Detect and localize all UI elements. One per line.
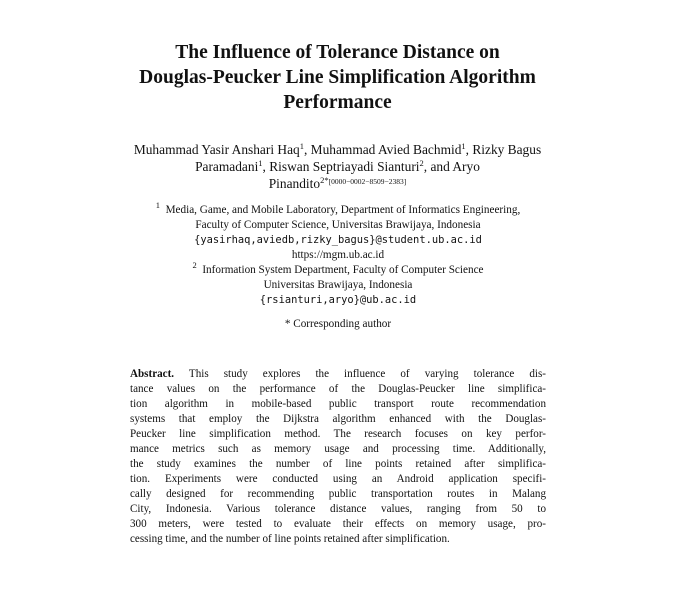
title-line: Douglas-Peucker Line Simplification Algorithm (139, 67, 536, 88)
affiliation-text: Information System Department, Faculty of Computer Science (202, 264, 484, 276)
orcid-id[interactable]: [0000−0002−8509−2383] (328, 177, 407, 186)
affiliation-line: Faculty of Computer Science, Universitas Brawijaya, Indonesia (195, 219, 481, 231)
affiliation-marker: 1 (461, 141, 466, 151)
paper-title (60, 40, 615, 115)
abstract-line: Peucker line simplification method. The research focuses on key perfor- (130, 428, 546, 440)
affiliation-line (98, 260, 578, 278)
title-line: The Influence of Tolerance Distance on (175, 42, 500, 63)
abstract-line: 300 meters, were tested to evaluate their effects on memory usage, pro- (130, 518, 546, 530)
corresponding-author-note: * Corresponding author (284, 318, 392, 330)
author-name: , Riswan Septriayadi Sianturi (262, 159, 420, 174)
affiliation-number: 1 (155, 200, 160, 210)
author-line (90, 158, 585, 175)
affiliation-line (98, 200, 578, 218)
author-name: , Muhammad Avied Bachmid (303, 142, 462, 157)
abstract-line: cally designed for recommending public transportation routes in Malang (130, 488, 546, 500)
author-name: Paramadani (195, 159, 259, 174)
author-name: , and Aryo (423, 159, 480, 174)
affiliation-marker: 1 (258, 158, 263, 168)
abstract-line: the study examines the number of line points retained after simplifica- (130, 458, 546, 470)
title-line: Performance (283, 92, 392, 113)
affiliation-number: 2 (192, 260, 197, 270)
author-name: Muhammad Yasir Anshari Haq (133, 142, 300, 157)
abstract-text: This study explores the influence of varying tolerance dis- (188, 368, 546, 380)
author-line (90, 175, 585, 192)
author-line (90, 141, 585, 158)
abstract-line (130, 367, 546, 382)
abstract (130, 367, 546, 547)
affiliation-marker: 1 (299, 141, 304, 151)
abstract-line: systems that employ the Dijkstra algorithm enhanced with the Douglas- (130, 413, 546, 425)
author-name: , Rizky Bagus (465, 142, 542, 157)
affiliations (98, 200, 578, 308)
affiliation-marker: 2 (419, 158, 424, 168)
affiliation-email[interactable]: {rsianturi,aryo}@ub.ac.id (259, 294, 417, 306)
affiliation-text: Media, Game, and Mobile Laboratory, Department of Informatics Engineering, (165, 204, 521, 216)
author-name: Pinandito (268, 176, 321, 191)
abstract-line: tance values on the performance of the Douglas-Peucker line simplifica- (130, 383, 546, 395)
abstract-line: tion algorithm in mobile-based public transport route recommendation (130, 398, 546, 410)
affiliation-marker: 2* (320, 175, 329, 185)
abstract-line: mance metrics such as memory usage and processing time. Additionally, (130, 443, 546, 455)
abstract-line: tion. Experiments were conducted using an Android application specifi- (130, 473, 546, 485)
affiliation-email[interactable]: {yasirhaq,aviedb,rizky_bagus}@student.ub.ac.id (194, 234, 482, 246)
author-list (90, 141, 585, 192)
affiliation-line: Universitas Brawijaya, Indonesia (263, 279, 413, 291)
affiliation-url[interactable]: https://mgm.ub.ac.id (291, 249, 385, 261)
abstract-label: Abstract. (130, 368, 175, 380)
abstract-line: cessing time, and the number of line points retained after simplification. (130, 533, 450, 545)
abstract-line: City, Indonesia. Various tolerance distance values, ranging from 50 to (130, 503, 546, 515)
